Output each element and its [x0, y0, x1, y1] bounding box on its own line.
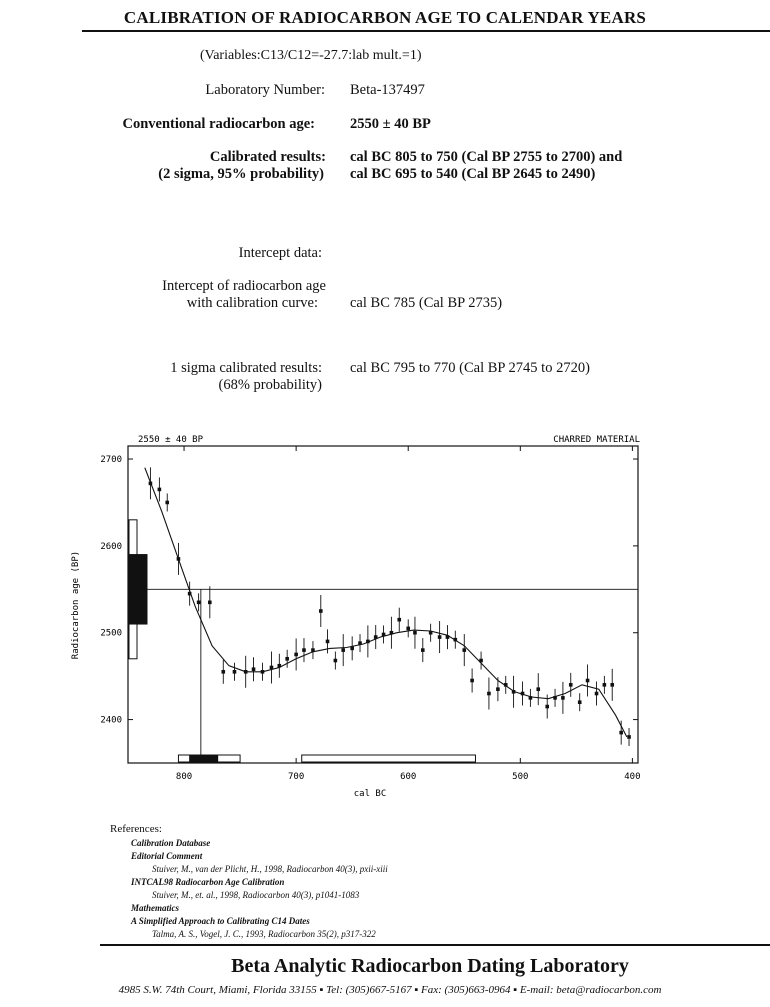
lab-name: Beta Analytic Radiocarbon Dating Laboratory [231, 955, 629, 977]
data-point [285, 657, 289, 661]
data-point [149, 482, 153, 486]
ref-intcal98: INTCAL98 Radiocarbon Age Calibration [131, 877, 285, 887]
data-point [429, 631, 433, 635]
x-tick-label: 500 [512, 772, 529, 782]
data-point [610, 683, 614, 687]
data-point [252, 667, 256, 671]
data-point [270, 666, 274, 670]
ref-simplified-approach: A Simplified Approach to Calibrating C14 Dates [131, 916, 310, 926]
data-point [334, 659, 338, 663]
calibrated-value-1: cal BC 805 to 750 (Cal BP 2755 to 2700) and [350, 149, 623, 165]
x-tick-label: 400 [624, 772, 641, 782]
y-tick-label: 2600 [100, 541, 122, 552]
plot-frame [128, 446, 638, 763]
data-point [406, 627, 410, 631]
data-point [188, 592, 192, 596]
x-axis-label: cal BC [353, 789, 387, 799]
x-tick-label: 800 [175, 772, 193, 782]
data-point [578, 700, 582, 704]
data-point [374, 635, 378, 639]
intercept-value: cal BC 785 (Cal BP 2735) [350, 295, 503, 311]
x-tick-label: 700 [287, 772, 305, 782]
data-point [390, 631, 394, 635]
chart-top-right-label: CHARRED MATERIAL [553, 435, 640, 445]
data-point [397, 618, 401, 622]
sigma1-age-bar [129, 555, 147, 624]
data-point [545, 705, 549, 709]
data-point [341, 648, 345, 652]
data-point [302, 648, 306, 652]
data-point [278, 664, 282, 668]
data-point [536, 687, 540, 691]
sigma1-label-1: 1 sigma calibrated results: [170, 360, 322, 376]
data-point [569, 683, 573, 687]
data-point [421, 648, 425, 652]
lab-number-value: Beta-137497 [350, 82, 425, 98]
sigma2-cal-range [302, 755, 476, 762]
data-point [244, 670, 248, 674]
data-point [350, 647, 354, 651]
data-point [521, 692, 525, 696]
y-tick-label: 2500 [100, 628, 122, 639]
lab-address: 4985 S.W. 74th Court, Miami, Florida 33155 ▪ Tel: (305)667-5167 ▪ Fax: (305)663-0964 ▪ E-mail: beta@radiocarbon.com [118, 984, 662, 996]
data-point [619, 731, 623, 735]
ref-mathematics: Mathematics [131, 903, 180, 913]
footer-rule [100, 944, 770, 946]
data-point [382, 633, 386, 637]
data-point [358, 641, 362, 645]
calibrated-value-2: cal BC 695 to 540 (Cal BP 2645 to 2490) [350, 166, 596, 182]
sigma1-label-2: (68% probability) [218, 377, 322, 393]
variables-line: (Variables:C13/C12=-27.7:lab mult.=1) [200, 48, 422, 63]
data-point [453, 638, 457, 642]
data-point [233, 670, 237, 674]
data-point [158, 488, 162, 492]
data-point [487, 692, 491, 696]
data-point [326, 640, 330, 644]
data-point [529, 696, 533, 700]
ref-editorial-comment: Editorial Comment [131, 851, 203, 861]
y-tick-label: 2700 [100, 455, 122, 466]
calibrated-sublabel: (2 sigma, 95% probability) [158, 166, 324, 182]
data-point [512, 690, 516, 694]
ref-stuiver-1998a: Stuiver, M., van der Plicht, H., 1998, Radiocarbon 40(3), pxii-xiii [152, 864, 388, 874]
x-tick-label: 600 [400, 772, 417, 782]
conv-age-value: 2550 ± 40 BP [350, 116, 431, 132]
intercept-header: Intercept data: [238, 245, 322, 261]
references-title: References: [110, 823, 162, 835]
calibrated-label: Calibrated results: [209, 149, 326, 165]
title-rule [82, 30, 770, 32]
calibration-chart [60, 428, 660, 803]
ref-stuiver-1998b: Stuiver, M., et. al., 1998, Radiocarbon 40(3), p1041-1083 [152, 890, 360, 900]
data-point [446, 635, 450, 639]
data-point [311, 648, 315, 652]
data-point [561, 696, 565, 700]
data-point [553, 696, 557, 700]
data-point [177, 557, 181, 561]
data-point [462, 648, 466, 652]
data-point [366, 640, 370, 644]
intercept-label-2: with calibration curve: [186, 295, 318, 311]
data-point [479, 659, 483, 663]
data-point [504, 683, 508, 687]
intercept-label-1: Intercept of radiocarbon age [162, 278, 326, 294]
data-point [470, 679, 474, 683]
data-point [603, 683, 607, 687]
data-point [413, 631, 417, 635]
sigma1-value: cal BC 795 to 770 (Cal BP 2745 to 2720) [350, 360, 590, 376]
ref-talma-vogel: Talma, A. S., Vogel, J. C., 1993, Radiocarbon 35(2), p317-322 [152, 929, 376, 939]
conv-age-label: Conventional radiocarbon age: [122, 116, 315, 132]
y-axis-label: Radiocarbon age (BP) [71, 550, 81, 660]
page-title: CALIBRATION OF RADIOCARBON AGE TO CALENDAR YEARS [123, 8, 647, 27]
sigma1-cal-range [190, 755, 218, 762]
data-point [197, 601, 201, 605]
data-point [595, 692, 599, 696]
data-point [221, 670, 225, 674]
chart-top-left-label: 2550 ± 40 BP [138, 435, 204, 445]
data-point [261, 670, 265, 674]
lab-number-label: Laboratory Number: [205, 82, 325, 98]
data-point [294, 653, 298, 657]
data-point [208, 601, 212, 605]
y-tick-label: 2400 [100, 715, 122, 726]
data-point [627, 735, 631, 739]
data-point [165, 501, 169, 505]
data-point [438, 635, 442, 639]
data-point [586, 679, 590, 683]
data-point [319, 609, 323, 613]
data-point [496, 687, 500, 691]
ref-calibration-database: Calibration Database [131, 838, 211, 848]
